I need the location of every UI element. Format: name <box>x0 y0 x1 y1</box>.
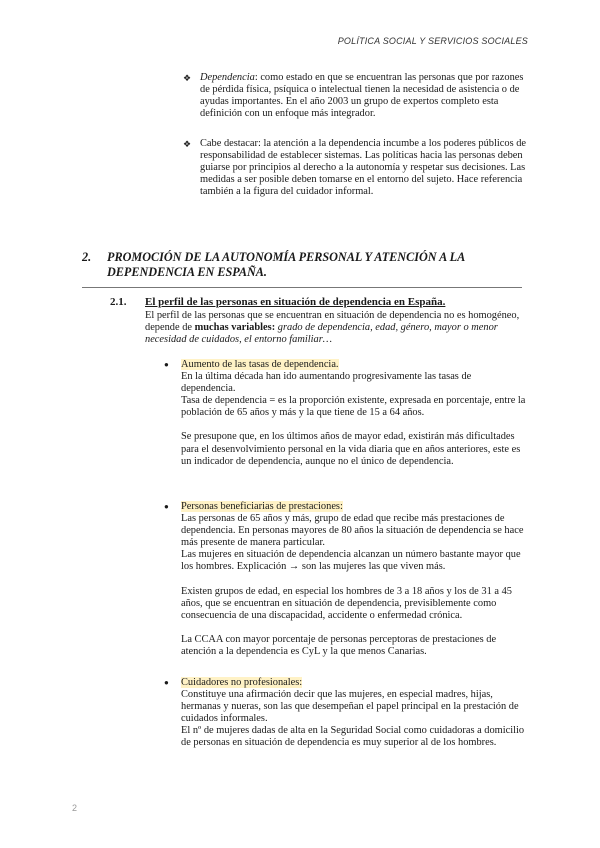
bullet-dot-icon: ● <box>164 360 169 369</box>
diamond-bullet-icon: ❖ <box>183 139 192 149</box>
intro-plain: El perfil de las personas que se encuentran en situación de dependencia no es homogéneo, depende de <box>145 310 520 334</box>
bullet-paragraph: Las mujeres en situación de dependencia alcanzan un número bastante mayor que los hombres. Explicación → son las mujeres las que viven más. <box>181 549 521 573</box>
diamond-item-note <box>183 138 530 198</box>
definition-term: Dependencia <box>200 72 255 83</box>
running-header: POLÍTICA SOCIAL Y SERVICIOS SOCIALES <box>337 36 528 46</box>
note-paragraph: Cabe destacar: la atención a la dependencia incumbe a los poderes públicos de responsabilidad de establecer sistemas. Las políticas hacia las personas deben guiarse por principios al derecho a la autonomía y respetar sus decisiones. Las medidas a ser posible deben tomarse en el entorno del sujeto. Hace referencia también a la figura del cuidador informal. <box>200 138 527 198</box>
subsection-title: El perfil de las personas en situación de dependencia en España. <box>145 296 446 308</box>
bullet-dot-icon: ● <box>164 678 169 687</box>
bullet-paragraph: Se presupone que, en los últimos años de mayor edad, existirán más dificultades para el desenvolvimiento personal en la vida diaria que en años anteriores, este es un indicador de dependencia, aunque no el único de dependencia. <box>181 431 521 467</box>
section-number: 2. <box>82 250 92 264</box>
definition-text: : como estado en que se encuentran las personas que por razones de pérdida física, psíquica o intelectual tienen la necesidad de asistencia o de ayudas importantes. En el año 2003 un grupo de expertos completo esta definición con un enfoque más integrador. <box>200 72 524 120</box>
diamond-bullet-icon: ❖ <box>183 73 192 83</box>
subsection-heading <box>110 296 445 308</box>
section-heading <box>82 250 522 279</box>
intro-italic: grado de dependencia, edad, género, mayor o menor necesidad de cuidados, el entorno familiar… <box>145 322 498 346</box>
bullet-heading: Cuidadores no profesionales: <box>181 677 303 688</box>
intro-bold: muchas variables: <box>194 322 276 334</box>
subsection-number: 2.1. <box>110 296 127 308</box>
bullet-dot-icon: ● <box>164 502 169 511</box>
bullet-item-dependency-rates <box>164 359 526 468</box>
bullet-paragraph: La CCAA con mayor porcentaje de personas perceptoras de prestaciones de atención a la dependencia es CyL y la que menos Canarias. <box>181 633 497 657</box>
definition-paragraph <box>200 72 530 120</box>
diamond-item-definition <box>183 72 530 120</box>
subsection-intro <box>145 310 525 346</box>
bullet-item-informal-caregivers <box>164 677 526 750</box>
page-number: 2 <box>72 803 78 813</box>
bullet-paragraph: En la última década han ido aumentando progresivamente las tasas de dependencia. <box>181 371 472 395</box>
bullet-paragraph: El nº de mujeres dadas de alta en la Seguridad Social como cuidadoras a domicilio de personas en situación de dependencia es muy superior al de los hombres. <box>181 725 525 749</box>
bullet-heading: Personas beneficiarias de prestaciones: <box>181 501 343 512</box>
section-title: PROMOCIÓN DE LA AUTONOMÍA PERSONAL Y ATENCIÓN A LA DEPENDENCIA EN ESPAÑA. <box>107 250 465 279</box>
section-divider <box>82 287 522 288</box>
bullet-heading: Aumento de las tasas de dependencia. <box>181 359 339 370</box>
bullet-item-beneficiaries <box>164 501 526 658</box>
bullet-paragraph: Tasa de dependencia = es la proporción existente, expresada en porcentaje, entre la población de 65 años y más y la que tiene de 15 a 64 años. <box>181 395 526 419</box>
bullet-paragraph: Las personas de 65 años y más, grupo de edad que recibe más prestaciones de dependencia. En personas mayores de 80 años la situación de dependencia se hace más presente de manera particular. <box>181 513 524 549</box>
bullet-paragraph: Existen grupos de edad, en especial los hombres de 3 a 18 años y los de 31 a 45 años, que se encuentran en situación de dependencia, previsiblemente como consecuencia de una discapacidad, accidente o enfermedad crónica. <box>181 585 512 621</box>
bullet-paragraph: Constituye una afirmación decir que las mujeres, en especial madres, hijas, hermanas y nueras, son las que desempeñan el papel principal en la prestación de cuidados informales. <box>181 689 519 725</box>
